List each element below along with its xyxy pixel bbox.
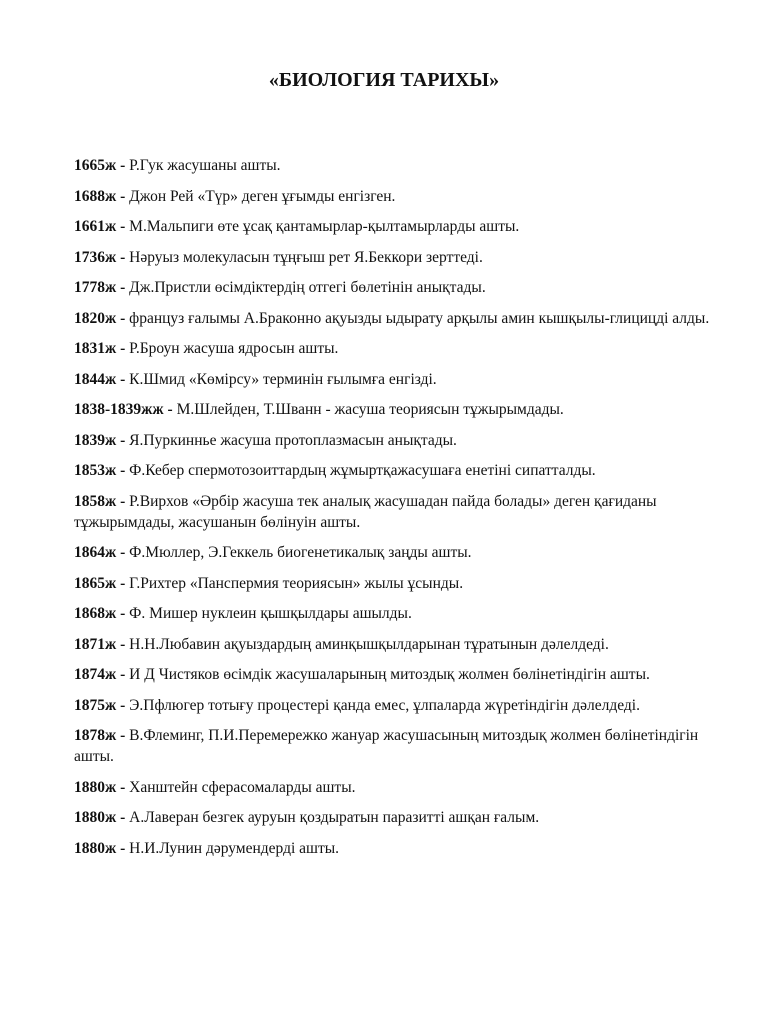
entry-year: 1880ж	[74, 778, 117, 796]
entry-text: Н.Н.Любавин ақуыздардың аминқышқылдарынан тұратынын дәлелдеді.	[129, 635, 609, 653]
entry-separator: -	[120, 157, 126, 174]
entry-text: Р.Гук жасушаны ашты.	[129, 157, 281, 174]
entry-separator: -	[120, 370, 126, 388]
entry-year: 1839ж	[74, 431, 117, 449]
entry-separator: -	[120, 727, 126, 744]
entry-year: 1665ж	[74, 157, 117, 174]
entry-text: Г.Рихтер «Панспермия теориясын» жылы ұсынды.	[129, 574, 464, 592]
timeline-entry	[74, 155, 714, 176]
entry-year: 1661ж	[74, 218, 117, 235]
timeline-entry	[74, 430, 714, 451]
entry-text: Нәруыз молекуласын тұңғыш рет Я.Беккори зерттеді.	[129, 248, 483, 266]
entry-year: 1844ж	[74, 370, 117, 388]
entry-text: Ф.Мюллер, Э.Геккель биогенетикалық заңды ашты.	[129, 544, 472, 561]
timeline-entry	[74, 277, 714, 298]
timeline-entry	[74, 247, 714, 268]
entry-text: Ф. Мишер нуклеин қышқылдары ашылды.	[129, 605, 412, 622]
timeline-entry	[74, 777, 714, 798]
entry-text: Р.Броун жасуша ядросын ашты.	[129, 340, 339, 357]
entry-text: М.Шлейден, Т.Шванн - жасуша теориясын тұжырымдады.	[176, 401, 564, 418]
timeline-entry	[74, 634, 714, 655]
timeline-entry	[74, 695, 714, 716]
timeline-entry	[74, 725, 714, 767]
timeline-entry	[74, 216, 714, 237]
entry-year: 1868ж	[74, 605, 117, 622]
entry-separator: -	[120, 492, 126, 510]
timeline-entry	[74, 491, 714, 533]
entry-year: 1880ж	[74, 809, 117, 826]
entry-separator: -	[120, 778, 126, 796]
timeline-list	[74, 155, 714, 868]
entry-year: 1864ж	[74, 544, 117, 561]
entry-separator: -	[120, 839, 126, 857]
entry-separator: -	[120, 605, 126, 622]
entry-text: Ханштейн сферасомаларды ашты.	[129, 778, 356, 796]
entry-separator: -	[120, 544, 126, 561]
entry-year: 1874ж	[74, 666, 117, 683]
entry-text: Р.Вирхов «Әрбір жасуша тек аналық жасушадан пайда болады» деген қағиданы тұжырымдады, жасушанын бөлінуін ашты.	[74, 492, 657, 531]
entry-separator: -	[120, 666, 126, 683]
entry-year: 1875ж	[74, 696, 117, 714]
entry-separator: -	[120, 696, 126, 714]
entry-separator: -	[120, 574, 126, 592]
entry-separator: -	[120, 279, 126, 296]
entry-text: Дж.Пристли өсімдіктердің отгегі бөлетінін анықтады.	[129, 279, 486, 296]
entry-separator: -	[120, 809, 126, 826]
entry-separator: -	[120, 462, 126, 479]
entry-text: Н.И.Лунин дәрумендерді ашты.	[129, 839, 340, 857]
entry-year: 1871ж	[74, 635, 117, 653]
entry-year: 1820ж	[74, 309, 117, 327]
entry-text: француз ғалымы А.Браконно ақуызды ыдырату арқылы амин кышқылы-глицицді алды.	[129, 309, 710, 327]
entry-separator: -	[120, 248, 126, 266]
timeline-entry	[74, 807, 714, 828]
entry-year: 1858ж	[74, 492, 117, 510]
entry-year: 1688ж	[74, 187, 117, 205]
document-title: «БИОЛОГИЯ ТАРИХЫ»	[268, 69, 500, 91]
entry-text: Э.Пфлюгер тотығу процестері қанда емес, ұлпаларда жүретіндігін дәлелдеді.	[129, 696, 640, 714]
entry-text: В.Флеминг, П.И.Перемережко жануар жасушасының митоздық жолмен бөлінетіндігін ашты.	[74, 727, 699, 765]
entry-separator: -	[120, 218, 126, 235]
timeline-entry	[74, 664, 714, 685]
entry-text: М.Мальпиги өте ұсақ қантамырлар-қылтамырларды ашты.	[129, 218, 520, 235]
entry-text: К.Шмид «Көмірсу» терминін ғылымға енгізді.	[129, 370, 437, 388]
entry-text: Ф.Кебер спермотозоиттардың жұмыртқажасушаға енетіні сипатталды.	[129, 462, 596, 479]
entry-text: Джон Рей «Түр» деген ұғымды енгізген.	[129, 187, 396, 205]
entry-year: 1831ж	[74, 340, 117, 357]
timeline-entry	[74, 838, 714, 859]
entry-year: 1838-1839жж	[74, 401, 164, 418]
timeline-entry	[74, 308, 714, 329]
timeline-entry	[74, 399, 714, 420]
entry-separator: -	[120, 635, 126, 653]
timeline-entry	[74, 542, 714, 563]
timeline-entry	[74, 460, 714, 481]
timeline-entry	[74, 338, 714, 359]
entry-text: И Д Чистяков өсімдік жасушаларының митоздық жолмен бөлінетіндігін ашты.	[129, 666, 650, 683]
timeline-entry	[74, 603, 714, 624]
entry-text: Я.Пуркинньe жасуша протоплазмасын анықтады.	[129, 431, 457, 449]
timeline-entry	[74, 186, 714, 207]
entry-year: 1865ж	[74, 574, 117, 592]
entry-year: 1853ж	[74, 462, 117, 479]
entry-year: 1778ж	[74, 279, 117, 296]
entry-separator: -	[120, 187, 126, 205]
entry-year: 1880ж	[74, 839, 117, 857]
entry-separator: -	[120, 431, 126, 449]
entry-year: 1736ж	[74, 248, 117, 266]
timeline-entry	[74, 573, 714, 594]
entry-separator: -	[167, 401, 173, 418]
entry-separator: -	[120, 340, 126, 357]
entry-year: 1878ж	[74, 727, 117, 744]
timeline-entry	[74, 369, 714, 390]
entry-separator: -	[120, 309, 126, 327]
entry-text: А.Лаверан безгек ауруын қоздыратын паразитті ашқан ғалым.	[129, 809, 540, 826]
